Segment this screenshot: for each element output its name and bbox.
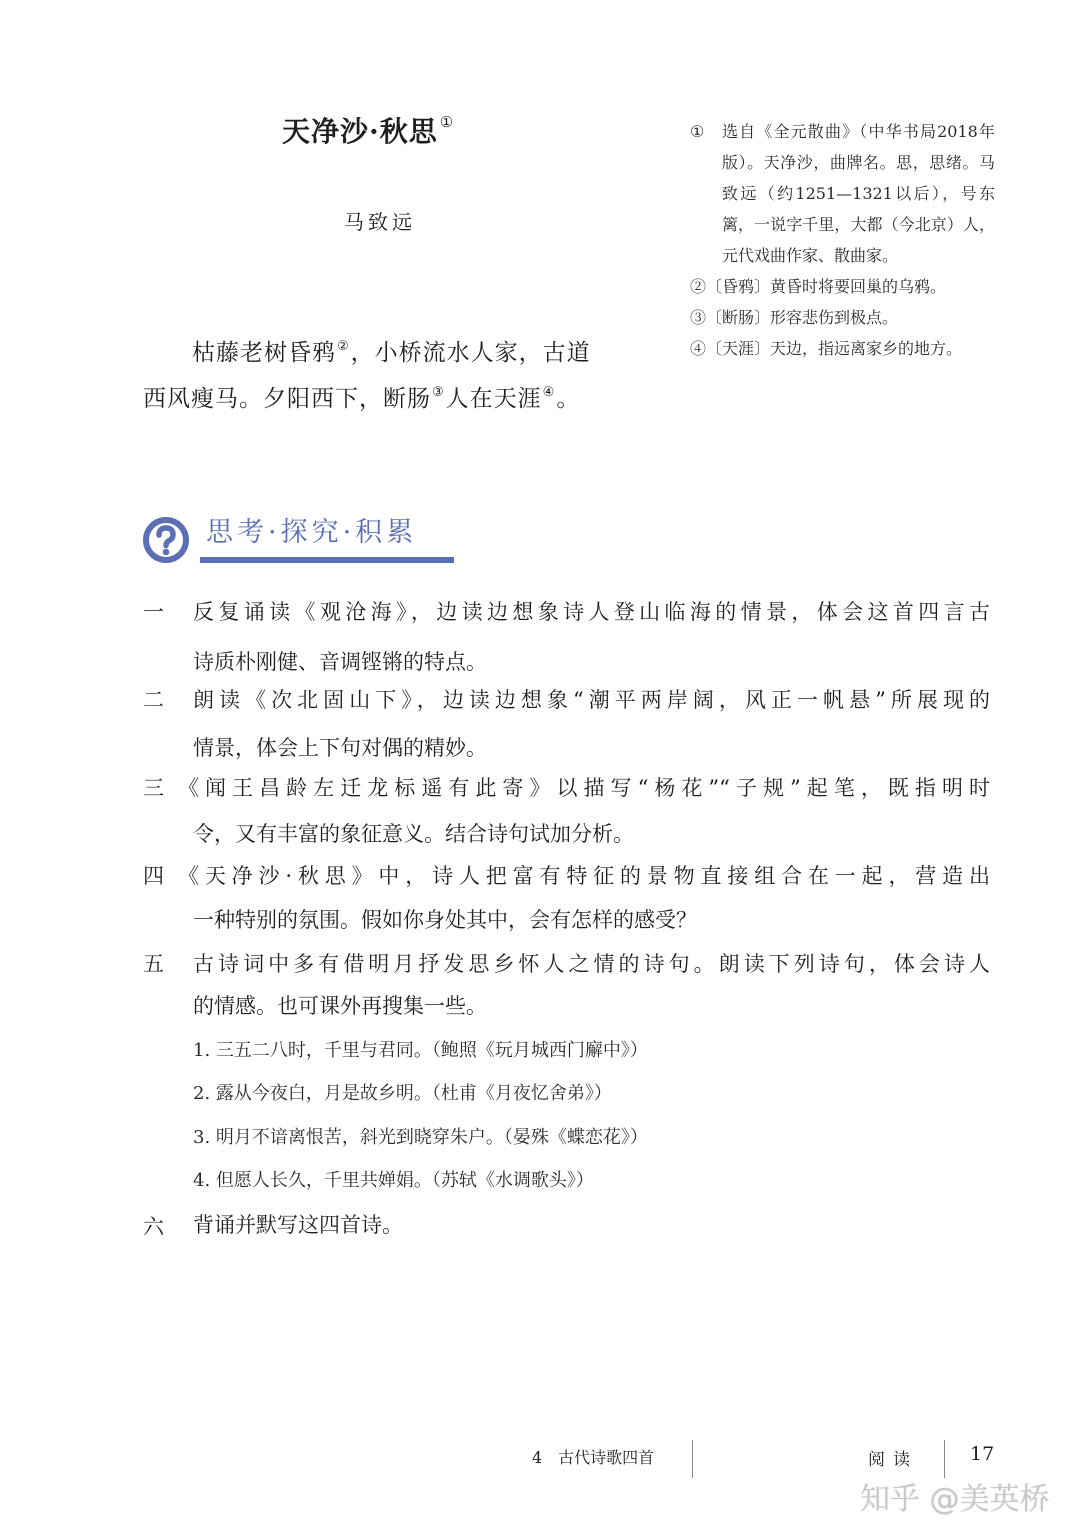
question-mark-icon (142, 516, 190, 564)
footnotes (690, 116, 995, 364)
footer-divider (692, 1440, 693, 1478)
poem-line-1-a: 枯藤老树昏鸦 (192, 340, 336, 366)
footnote-1-text: 选自《全元散曲》（中华书局2018年版）。天净沙，曲牌名。思，思绪。马致远（约1251—1321以后），号东篱，一说字千里，大都（今北京）人，元代戏曲作家、散曲家。 (722, 122, 995, 265)
question-2-line-2: 情景，体会上下句对偶的精妙。 (193, 736, 487, 760)
question-3-line-2: 令，又有丰富的象征意义。结合诗句试加分析。 (193, 822, 634, 846)
footer-divider (944, 1440, 945, 1478)
question-2-number: 二 (143, 688, 164, 712)
section-underline (200, 557, 454, 563)
footer-chapter: 4 古代诗歌四首 (532, 1448, 655, 1467)
footnote-ref-3: ③ (432, 385, 445, 400)
question-5-sub-4: 4. 但愿人长久，千里共婵娟。（苏轼《水调歌头》） (193, 1170, 594, 1191)
footnote-ref-4: ④ (542, 385, 556, 400)
footnote-ref-1: ① (439, 113, 455, 131)
question-5-line-2: 的情感。也可课外再搜集一些。 (193, 994, 487, 1018)
page-number: 17 (970, 1443, 995, 1465)
question-6-number: 六 (143, 1215, 164, 1239)
footnote-4: ④〔天涯〕天边，指远离家乡的地方。 (690, 339, 963, 358)
poem-title (282, 110, 454, 150)
poem-line-1-b: ，小桥流水人家，古道 (350, 340, 591, 366)
watermark: 知乎 @美英桥 (860, 1482, 1050, 1517)
question-1-line-2: 诗质朴刚健、音调铿锵的特点。 (193, 650, 487, 674)
poem-line-2-c: 。 (556, 386, 581, 412)
footnote-1-mark: ① (690, 122, 705, 141)
footnote-1 (690, 116, 995, 271)
footnote-3: ③〔断肠〕形容悲伤到极点。 (690, 308, 899, 327)
footer-section: 阅读 (868, 1450, 918, 1470)
question-5-sub-3: 3. 明月不谙离恨苦，斜光到晓穿朱户。（晏殊《蝶恋花》） (193, 1127, 648, 1148)
question-5-sub-1: 1. 三五二八时，千里与君同。（鲍照《玩月城西门廨中》） (193, 1040, 648, 1061)
question-1-number: 一 (143, 600, 164, 624)
question-4-number: 四 (143, 864, 164, 888)
question-4-line-1: 《天净沙·秋思》中，诗人把富有特征的景物直接组合在一起，营造出 (178, 864, 990, 888)
poem-line-1 (192, 334, 591, 367)
poem-line-2-b: 人在天涯 (445, 386, 542, 412)
question-5-number: 五 (143, 952, 164, 976)
section-title: 思考·探究·积累 (206, 517, 418, 548)
question-5-sub-2: 2. 露从今夜白，月是故乡明。（杜甫《月夜忆舍弟》） (193, 1083, 612, 1104)
question-3-line-1: 《闻王昌龄左迁龙标遥有此寄》以描写“杨花”“子规”起笔，既指明时 (178, 776, 990, 800)
footnote-ref-2: ② (337, 339, 350, 354)
question-3-number: 三 (143, 776, 164, 800)
question-4-line-2: 一种特别的氛围。假如你身处其中，会有怎样的感受？ (193, 908, 697, 932)
footnote-2: ②〔昏鸦〕黄昏时将要回巢的乌鸦。 (690, 277, 947, 296)
question-1-line-1: 反复诵读《观沧海》，边读边想象诗人登山临海的情景，体会这首四言古 (193, 600, 990, 624)
poem-author: 马致远 (344, 210, 416, 234)
question-5-line-1: 古诗词中多有借明月抒发思乡怀人之情的诗句。朗读下列诗句，体会诗人 (193, 952, 990, 976)
poem-line-2-a: 西风瘦马。夕阳西下，断肠 (143, 386, 431, 412)
poem-title-text: 天净沙·秋思 (282, 115, 438, 148)
question-2-line-1: 朗读《次北固山下》，边读边想象“潮平两岸阔，风正一帆悬”所展现的 (193, 688, 990, 712)
poem-line-2 (143, 380, 580, 413)
question-6-line-1: 背诵并默写这四首诗。 (193, 1213, 403, 1237)
